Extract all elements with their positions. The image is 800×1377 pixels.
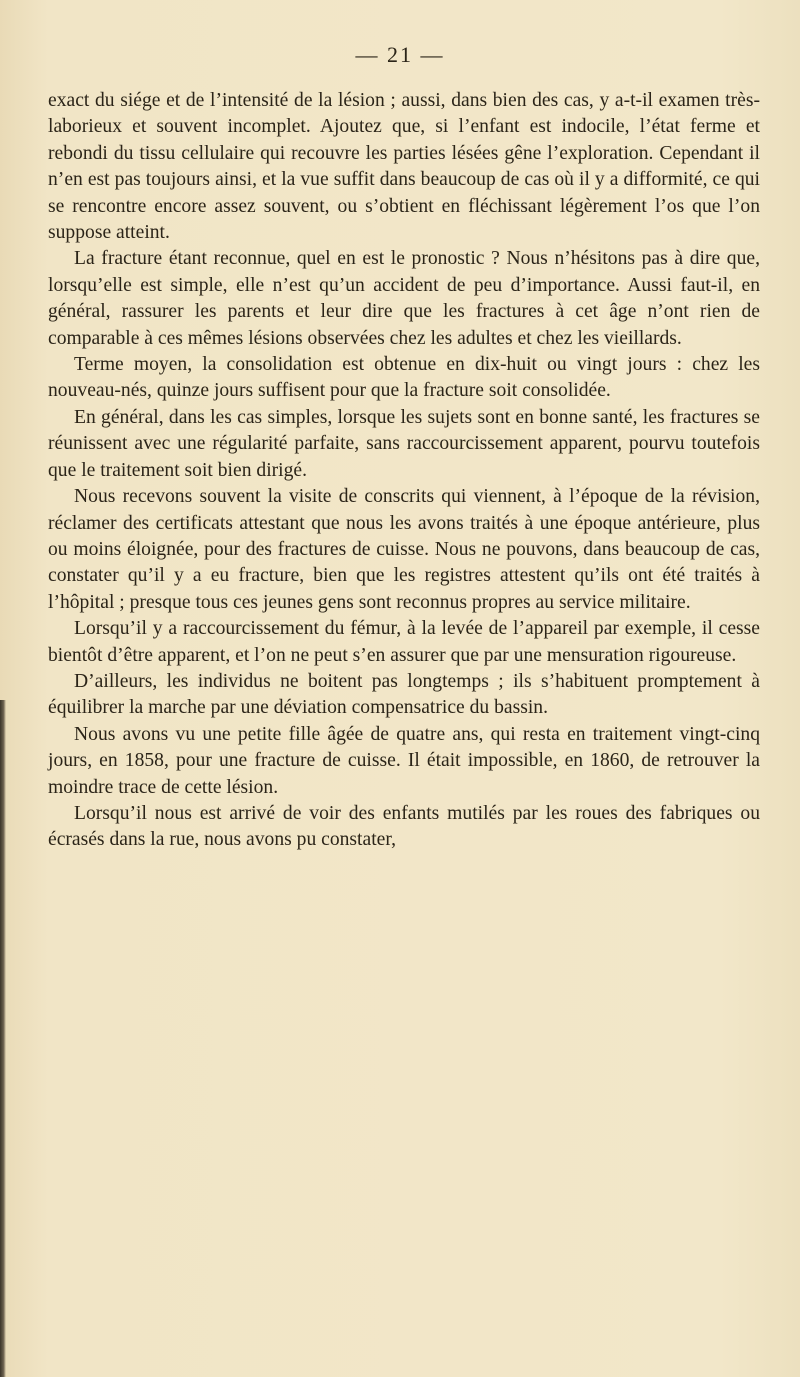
body-text [48,88,760,854]
paragraph-2: La fracture étant reconnue, quel en est le pronostic ? Nous n’hésitons pas à dire que, lorsqu’elle est simple, elle n’est qu’un accident de peu d’importance. Aussi faut-il, en général, rassurer les parents et leur dire que les fractures à cet âge n’ont rien de comparable à ces mêmes lésions observées chez les adultes et chez les vieillards. [48,248,760,349]
paragraph-3: Terme moyen, la consolidation est obtenue en dix-huit ou vingt jours : chez les nouveau-nés, quinze jours suffisent pour que la fracture soit consolidée. [48,354,760,402]
paragraph-5: Nous recevons souvent la visite de conscrits qui viennent, à l’époque de la révision, réclamer des certificats attestant que nous les avons traités à une époque antérieure, plus ou moins éloignée, pour des fractures de cuisse. Nous ne pouvons, dans beaucoup de cas, constater qu’il y a eu fracture, bien que les registres attestent qu’ils ont été traités à l’hôpital ; presque tous ces jeunes gens sont reconnus propres au service militaire. [48,486,760,613]
paragraph-8: Nous avons vu une petite fille âgée de quatre ans, qui resta en traitement vingt-cinq jours, en 1858, pour une fracture de cuisse. Il était impossible, en 1860, de retrouver la moindre trace de cette lésion. [48,723,760,798]
page-edge-shadow [0,700,6,1377]
paragraph-7: D’ailleurs, les individus ne boitent pas longtemps ; ils s’habituent promptement à équilibrer la marche par une déviation compensatrice du bassin. [48,670,760,719]
paragraph-1: exact du siége et de l’intensité de la lésion ; aussi, dans bien des cas, y a-t-il examen très-laborieux et souvent incomplet. Ajoutez que, si l’enfant est indocile, l’état ferme et rebondi du tissu cellulaire qui recouvre les parties lésées gêne l’exploration. Cependant il n’en est pas toujours ainsi, et la vue suffit dans beaucoup de cas où il y a difformité, ce qui se rencontre encore assez souvent, ou s’obtient en fléchissant légèrement l’os que l’on suppose atteint. [48,90,760,244]
paragraph-6: Lorsqu’il y a raccourcissement du fémur, à la levée de l’appareil par exemple, il cesse bientôt d’être apparent, et l’on ne peut s’en assurer que par une mensuration rigoureuse. [48,618,760,666]
page-number: — 21 — [355,42,445,67]
paragraph-9: Lorsqu’il nous est arrivé de voir des enfants mutilés par les roues des fabriques ou écrasés dans la rue, nous avons pu constater, [48,802,760,851]
paragraph-4: En général, dans les cas simples, lorsque les sujets sont en bonne santé, les fractures se réunissent avec une régularité parfaite, sans raccourcissement apparent, pourvu toutefois que le traitement soit bien dirigé. [48,406,760,481]
